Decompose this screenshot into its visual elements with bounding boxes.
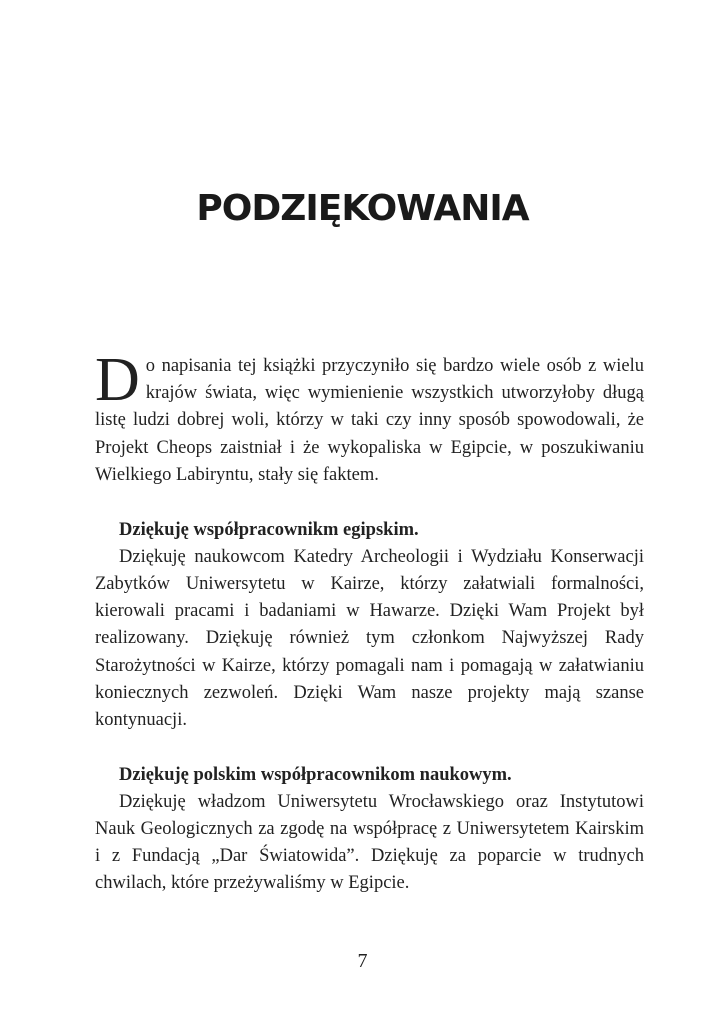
section-body: Dziękuję naukowcom Katedry Archeologii i Wydziału Konserwacji Zabytków Uniwersytetu w Kairze, którzy załatwiali formalności, kierowali pracami i badaniami w Hawarze. Dzięki Wam Projekt był realizowany. Dziękuję również tym członkom Najwyższej Rady Starożytności w Kairze, którzy pomagali nam i pomagają w załatwianiu koniecznych zezwoleń. Dzięki Wam nasze projekty mają szanse kontynuacji. xyxy=(95,546,644,730)
section-body: Dziękuję władzom Uniwersytetu Wrocławskiego oraz Instytutowi Nauk Geologicznych za zgodę na współpracę z Uniwersytetem Kairskim i z Fundacją „Dar Światowida”. Dziękuję za poparcie w trudnych chwilach, które przeżywaliśmy w Egipcie. xyxy=(95,791,644,894)
section-heading: Dziękuję polskim współpracownikom naukowym. xyxy=(119,764,512,785)
intro-text: o napisania tej książki przyczyniło się bardzo wiele osób z wielu krajów świata, więc wymienienie wszystkich utworzyłoby długą listę ludzi dobrej woli, którzy w taki czy inny sposób spowodowali, że Projekt Cheops zaistniał i że wykopaliska w Egipcie, w poszukiwaniu Wielkiego Labiryntu, stały się faktem. xyxy=(95,356,644,485)
drop-cap: D xyxy=(95,346,140,414)
intro-paragraph xyxy=(95,346,644,489)
section-polish-collaborators xyxy=(95,762,644,898)
body-text xyxy=(95,346,644,898)
page-number: 7 xyxy=(357,950,368,972)
section-heading: Dziękuję współpracownikm egipskim. xyxy=(119,519,419,540)
page-title: PODZIĘKOWANIA xyxy=(196,188,529,229)
section-egyptian-collaborators xyxy=(95,517,644,735)
